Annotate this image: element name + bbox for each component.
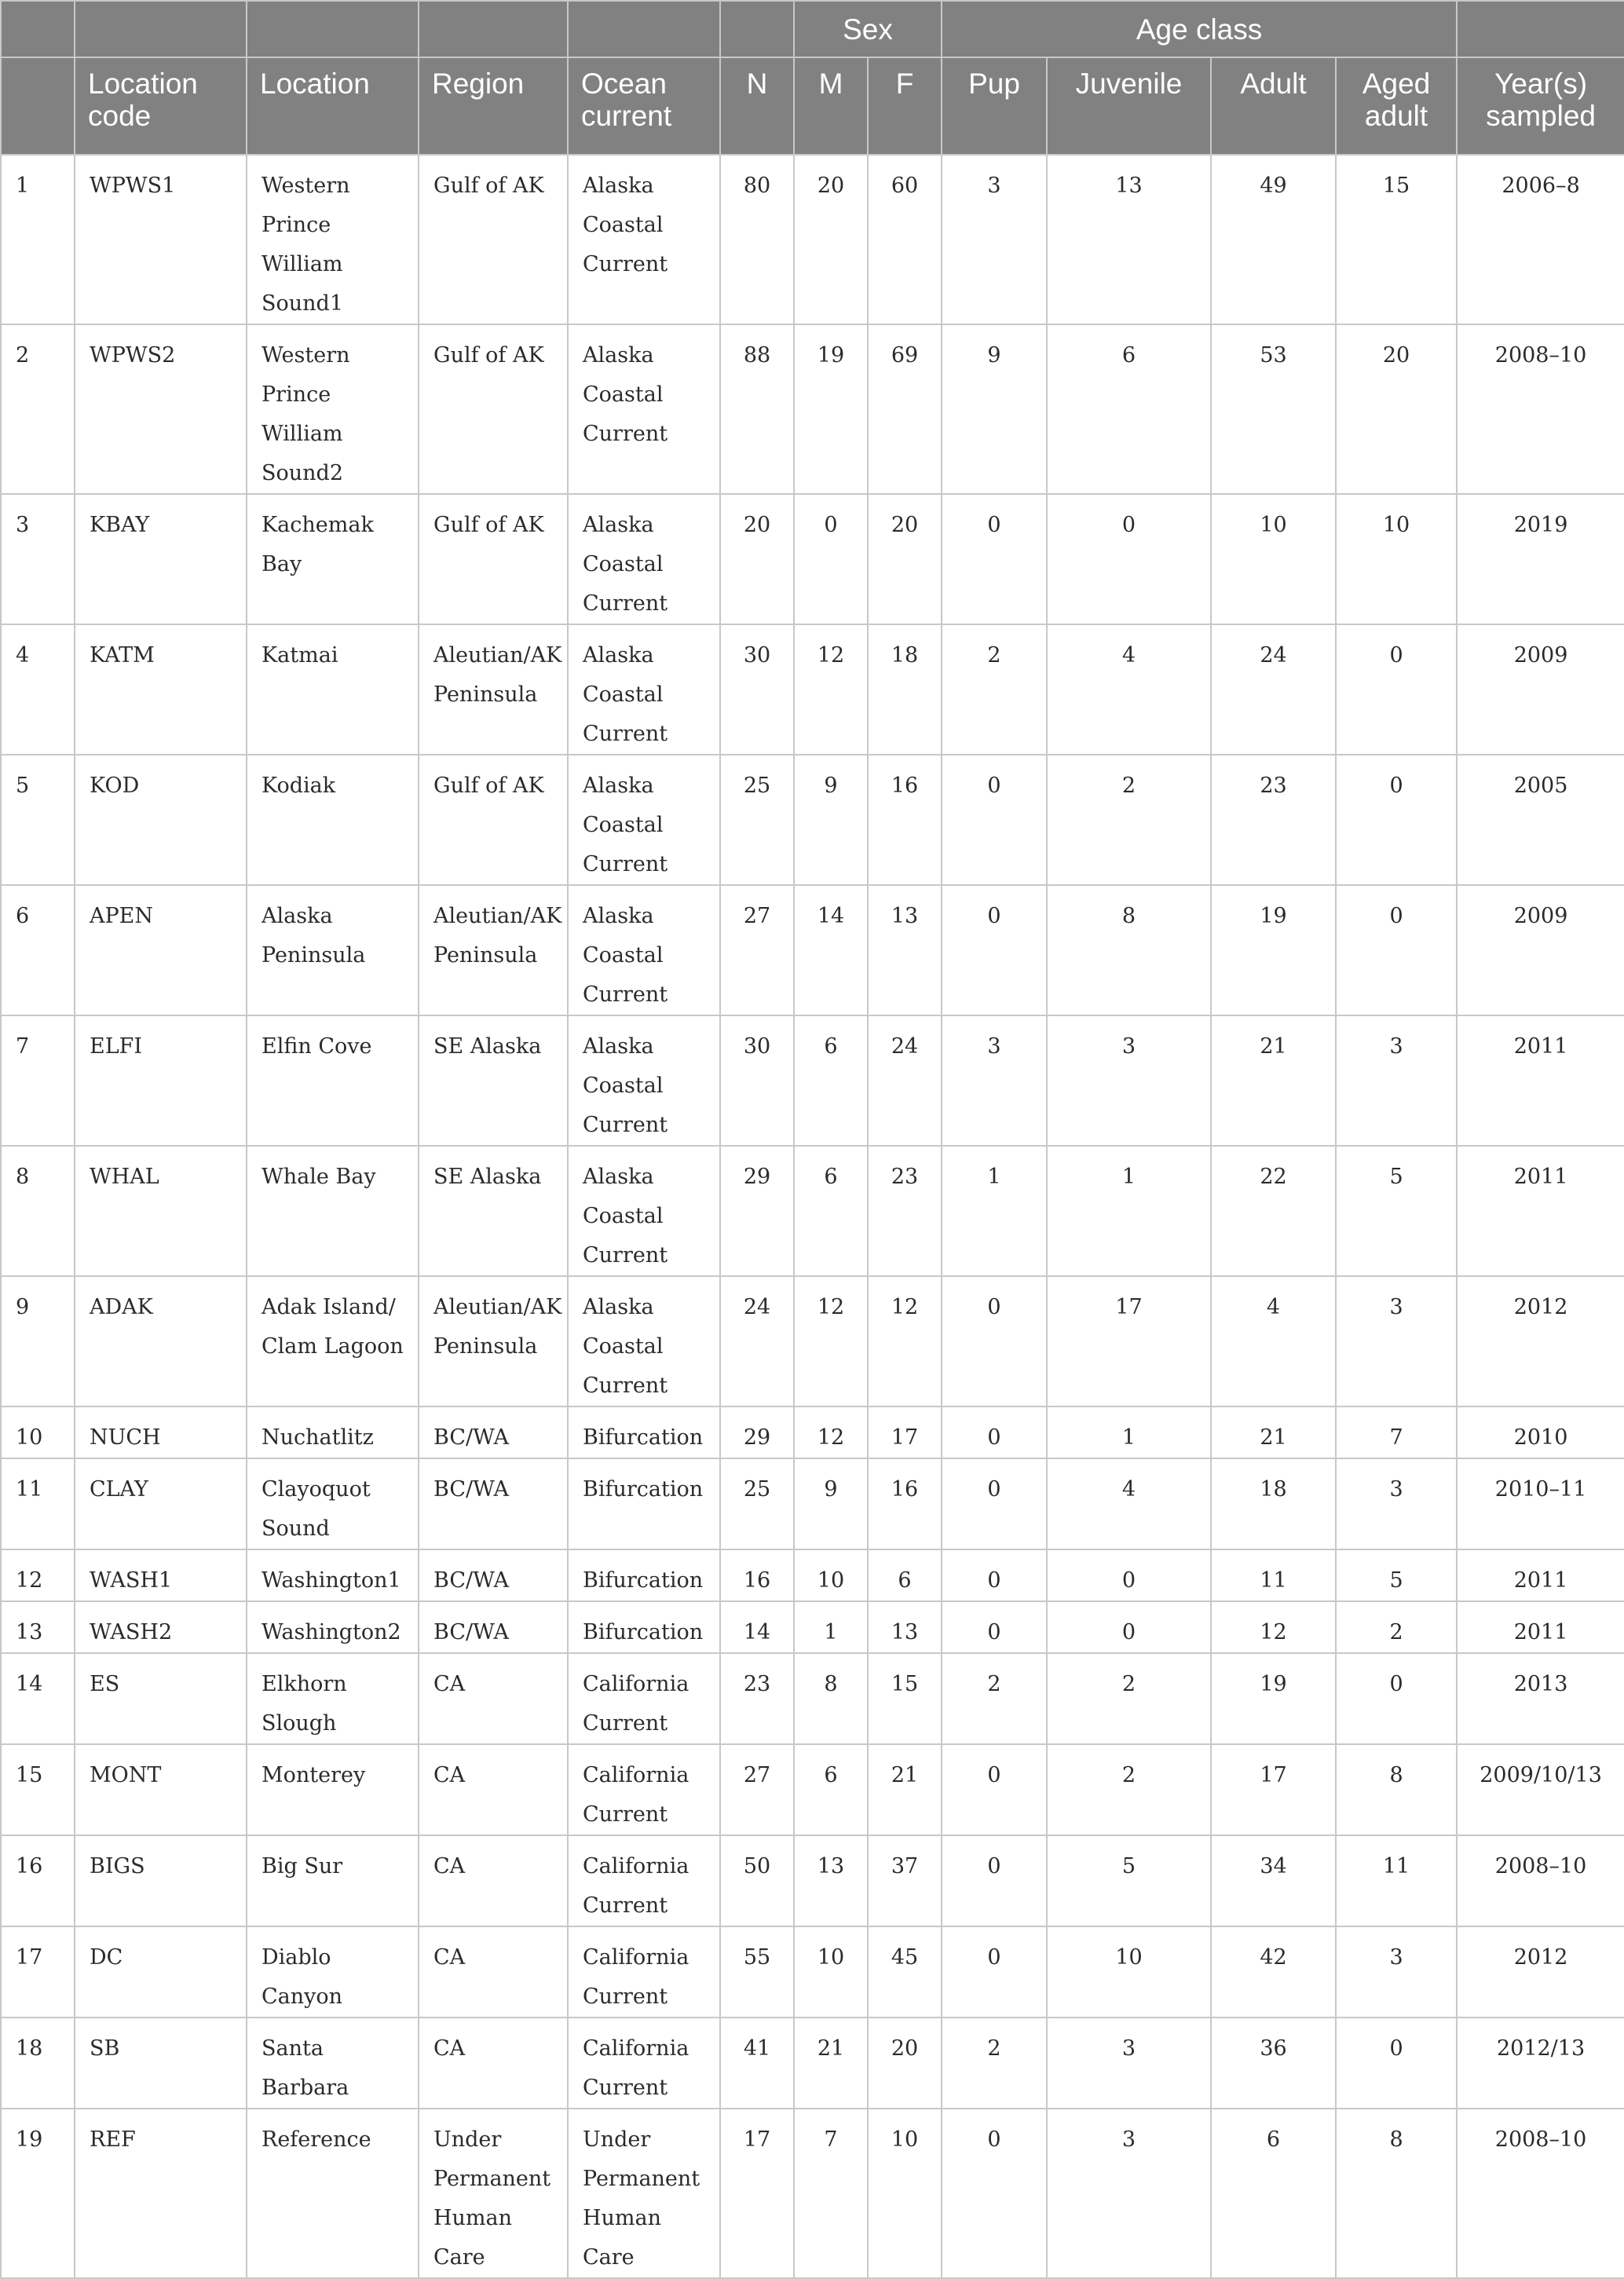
cell-index: 11 [1,1458,75,1549]
table-row [1,1835,1624,1926]
cell-location-code: KBAY [75,494,247,624]
cell-region: Gulf of AK [419,155,568,324]
cell-location: Diablo Canyon [247,1926,419,2017]
cell-region: Aleutian/AK Peninsula [419,885,568,1015]
cell-m: 10 [794,1549,868,1601]
table-row [1,1744,1624,1835]
cell-n: 23 [720,1653,794,1744]
cell-ocean-current: Alaska Coastal Current [568,1146,720,1276]
cell-aged-adult: 3 [1336,1276,1457,1407]
cell-adult: 19 [1211,885,1336,1015]
table-row [1,1407,1624,1458]
cell-region: CA [419,1653,568,1744]
cell-index: 3 [1,494,75,624]
cell-index: 17 [1,1926,75,2017]
cell-years-sampled: 2011 [1457,1015,1624,1146]
cell-pup: 0 [942,494,1047,624]
cell-m: 9 [794,755,868,885]
cell-ocean-current: California Current [568,1744,720,1835]
header-blank [1,1,75,57]
table-row [1,1276,1624,1407]
cell-location-code: NUCH [75,1407,247,1458]
cell-ocean-current: Alaska Coastal Current [568,624,720,755]
cell-pup: 2 [942,1653,1047,1744]
cell-aged-adult: 5 [1336,1146,1457,1276]
cell-region: CA [419,1926,568,2017]
cell-location-code: ES [75,1653,247,1744]
table-row [1,155,1624,324]
cell-ocean-current: Alaska Coastal Current [568,755,720,885]
header-ocean-current: Ocean current [568,57,720,155]
table-row [1,2017,1624,2109]
cell-juvenile: 4 [1047,1458,1211,1549]
cell-years-sampled: 2012/13 [1457,2017,1624,2109]
cell-index: 19 [1,2109,75,2278]
cell-location-code: KOD [75,755,247,885]
cell-index: 10 [1,1407,75,1458]
cell-region: BC/WA [419,1458,568,1549]
cell-f: 17 [868,1407,942,1458]
cell-m: 6 [794,1146,868,1276]
table-row [1,755,1624,885]
cell-n: 16 [720,1549,794,1601]
cell-juvenile: 13 [1047,155,1211,324]
cell-location-code: REF [75,2109,247,2278]
cell-pup: 0 [942,1549,1047,1601]
cell-location-code: ELFI [75,1015,247,1146]
cell-pup: 0 [942,755,1047,885]
table-row [1,1146,1624,1276]
cell-juvenile: 2 [1047,1744,1211,1835]
cell-pup: 0 [942,885,1047,1015]
cell-m: 6 [794,1015,868,1146]
cell-ocean-current: California Current [568,1835,720,1926]
cell-juvenile: 8 [1047,885,1211,1015]
cell-pup: 0 [942,1601,1047,1653]
cell-aged-adult: 7 [1336,1407,1457,1458]
cell-location-code: MONT [75,1744,247,1835]
cell-f: 13 [868,1601,942,1653]
cell-location: Nuchatlitz [247,1407,419,1458]
header-blank [75,1,247,57]
cell-location: Kachemak Bay [247,494,419,624]
cell-ocean-current: Alaska Coastal Current [568,1276,720,1407]
cell-juvenile: 2 [1047,755,1211,885]
cell-juvenile: 10 [1047,1926,1211,2017]
cell-region: Aleutian/AK Peninsula [419,624,568,755]
cell-years-sampled: 2011 [1457,1549,1624,1601]
cell-n: 20 [720,494,794,624]
cell-n: 14 [720,1601,794,1653]
cell-f: 10 [868,2109,942,2278]
cell-juvenile: 1 [1047,1407,1211,1458]
header-blank [247,1,419,57]
cell-adult: 49 [1211,155,1336,324]
cell-adult: 22 [1211,1146,1336,1276]
cell-f: 6 [868,1549,942,1601]
cell-adult: 34 [1211,1835,1336,1926]
cell-aged-adult: 15 [1336,155,1457,324]
cell-location: Elfin Cove [247,1015,419,1146]
cell-f: 20 [868,494,942,624]
cell-adult: 19 [1211,1653,1336,1744]
cell-adult: 23 [1211,755,1336,885]
cell-index: 8 [1,1146,75,1276]
cell-aged-adult: 3 [1336,1015,1457,1146]
cell-years-sampled: 2010–11 [1457,1458,1624,1549]
cell-region: Gulf of AK [419,324,568,494]
cell-years-sampled: 2009 [1457,885,1624,1015]
cell-index: 14 [1,1653,75,1744]
cell-m: 12 [794,1276,868,1407]
cell-m: 7 [794,2109,868,2278]
cell-juvenile: 3 [1047,2109,1211,2278]
cell-n: 17 [720,2109,794,2278]
cell-years-sampled: 2011 [1457,1146,1624,1276]
cell-f: 24 [868,1015,942,1146]
cell-aged-adult: 2 [1336,1601,1457,1653]
table-row [1,1653,1624,1744]
cell-aged-adult: 0 [1336,1653,1457,1744]
cell-juvenile: 4 [1047,624,1211,755]
cell-pup: 0 [942,1276,1047,1407]
cell-location: Alaska Peninsula [247,885,419,1015]
header-n: N [720,57,794,155]
cell-n: 27 [720,885,794,1015]
cell-region: Gulf of AK [419,494,568,624]
header-region: Region [419,57,568,155]
cell-juvenile: 0 [1047,1601,1211,1653]
cell-years-sampled: 2009/10/13 [1457,1744,1624,1835]
cell-ocean-current: Bifurcation [568,1407,720,1458]
table-row [1,885,1624,1015]
cell-aged-adult: 0 [1336,755,1457,885]
cell-location: Kodiak [247,755,419,885]
cell-region: CA [419,1835,568,1926]
cell-n: 55 [720,1926,794,2017]
cell-m: 0 [794,494,868,624]
cell-years-sampled: 2010 [1457,1407,1624,1458]
cell-juvenile: 1 [1047,1146,1211,1276]
cell-years-sampled: 2013 [1457,1653,1624,1744]
cell-m: 20 [794,155,868,324]
cell-pup: 0 [942,1835,1047,1926]
cell-f: 45 [868,1926,942,2017]
cell-adult: 11 [1211,1549,1336,1601]
cell-pup: 9 [942,324,1047,494]
cell-f: 15 [868,1653,942,1744]
cell-location: Washington1 [247,1549,419,1601]
cell-m: 13 [794,1835,868,1926]
cell-ocean-current: Alaska Coastal Current [568,494,720,624]
table-header [1,1,1624,155]
cell-n: 41 [720,2017,794,2109]
cell-location: Adak Island/ Clam Lagoon [247,1276,419,1407]
cell-f: 37 [868,1835,942,1926]
cell-n: 80 [720,155,794,324]
header-pup: Pup [942,57,1047,155]
table-row [1,494,1624,624]
cell-years-sampled: 2009 [1457,624,1624,755]
cell-ocean-current: Bifurcation [568,1549,720,1601]
cell-location: Reference [247,2109,419,2278]
cell-pup: 0 [942,2109,1047,2278]
cell-juvenile: 6 [1047,324,1211,494]
cell-years-sampled: 2008–10 [1457,1835,1624,1926]
cell-region: SE Alaska [419,1015,568,1146]
header-f: F [868,57,942,155]
cell-m: 19 [794,324,868,494]
cell-location: Santa Barbara [247,2017,419,2109]
cell-f: 23 [868,1146,942,1276]
cell-juvenile: 0 [1047,494,1211,624]
cell-region: CA [419,1744,568,1835]
cell-f: 13 [868,885,942,1015]
cell-location: Elkhorn Slough [247,1653,419,1744]
cell-f: 12 [868,1276,942,1407]
cell-location-code: WASH2 [75,1601,247,1653]
cell-index: 9 [1,1276,75,1407]
cell-m: 6 [794,1744,868,1835]
cell-region: BC/WA [419,1407,568,1458]
header-group-age-class: Age class [942,1,1457,57]
cell-f: 16 [868,755,942,885]
cell-location: Western Prince William Sound1 [247,155,419,324]
header-location-code: Location code [75,57,247,155]
cell-f: 20 [868,2017,942,2109]
cell-ocean-current: Alaska Coastal Current [568,1015,720,1146]
table-row [1,2109,1624,2278]
cell-ocean-current: California Current [568,1653,720,1744]
header-location: Location [247,57,419,155]
cell-adult: 6 [1211,2109,1336,2278]
header-aged-adult: Aged adult [1336,57,1457,155]
cell-f: 60 [868,155,942,324]
cell-location: Whale Bay [247,1146,419,1276]
header-blank [1457,1,1624,57]
cell-location: Washington2 [247,1601,419,1653]
cell-pup: 0 [942,1407,1047,1458]
cell-location-code: WASH1 [75,1549,247,1601]
cell-m: 12 [794,624,868,755]
cell-adult: 42 [1211,1926,1336,2017]
cell-location-code: KATM [75,624,247,755]
cell-ocean-current: Alaska Coastal Current [568,155,720,324]
cell-region: CA [419,2017,568,2109]
cell-years-sampled: 2008–10 [1457,324,1624,494]
cell-location-code: DC [75,1926,247,2017]
cell-adult: 21 [1211,1407,1336,1458]
cell-adult: 10 [1211,494,1336,624]
cell-ocean-current: Bifurcation [568,1601,720,1653]
cell-aged-adult: 8 [1336,2109,1457,2278]
cell-index: 13 [1,1601,75,1653]
cell-location-code: ADAK [75,1276,247,1407]
header-blank [720,1,794,57]
cell-ocean-current: California Current [568,1926,720,2017]
cell-aged-adult: 0 [1336,2017,1457,2109]
cell-index: 18 [1,2017,75,2109]
table-row [1,1926,1624,2017]
header-years-sampled: Year(s) sampled [1457,57,1624,155]
cell-m: 9 [794,1458,868,1549]
cell-n: 29 [720,1407,794,1458]
table-row [1,1601,1624,1653]
cell-aged-adult: 11 [1336,1835,1457,1926]
table-row [1,624,1624,755]
cell-pup: 1 [942,1146,1047,1276]
cell-pup: 2 [942,624,1047,755]
cell-years-sampled: 2011 [1457,1601,1624,1653]
cell-pup: 0 [942,1744,1047,1835]
cell-location-code: CLAY [75,1458,247,1549]
cell-location-code: WPWS1 [75,155,247,324]
header-m: M [794,57,868,155]
cell-index: 2 [1,324,75,494]
cell-adult: 17 [1211,1744,1336,1835]
cell-index: 1 [1,155,75,324]
cell-years-sampled: 2006–8 [1457,155,1624,324]
cell-index: 4 [1,624,75,755]
cell-pup: 3 [942,1015,1047,1146]
cell-n: 29 [720,1146,794,1276]
cell-aged-adult: 0 [1336,885,1457,1015]
cell-years-sampled: 2019 [1457,494,1624,624]
cell-m: 12 [794,1407,868,1458]
cell-m: 21 [794,2017,868,2109]
header-index [1,57,75,155]
cell-location-code: SB [75,2017,247,2109]
cell-n: 30 [720,624,794,755]
cell-juvenile: 0 [1047,1549,1211,1601]
cell-index: 15 [1,1744,75,1835]
cell-n: 25 [720,755,794,885]
cell-f: 18 [868,624,942,755]
cell-location: Big Sur [247,1835,419,1926]
cell-aged-adult: 8 [1336,1744,1457,1835]
cell-ocean-current: Alaska Coastal Current [568,324,720,494]
cell-adult: 53 [1211,324,1336,494]
cell-years-sampled: 2008–10 [1457,2109,1624,2278]
cell-m: 1 [794,1601,868,1653]
cell-ocean-current: California Current [568,2017,720,2109]
table-row [1,1458,1624,1549]
cell-years-sampled: 2012 [1457,1276,1624,1407]
cell-f: 21 [868,1744,942,1835]
cell-location-code: APEN [75,885,247,1015]
cell-juvenile: 5 [1047,1835,1211,1926]
cell-pup: 3 [942,155,1047,324]
cell-adult: 4 [1211,1276,1336,1407]
cell-m: 10 [794,1926,868,2017]
header-group-row [1,1,1624,57]
cell-adult: 12 [1211,1601,1336,1653]
cell-n: 24 [720,1276,794,1407]
cell-region: BC/WA [419,1601,568,1653]
table-row [1,1015,1624,1146]
cell-m: 8 [794,1653,868,1744]
cell-ocean-current: Alaska Coastal Current [568,885,720,1015]
cell-region: Under Permanent Human Care [419,2109,568,2278]
cell-index: 5 [1,755,75,885]
header-group-sex: Sex [794,1,942,57]
cell-ocean-current: Bifurcation [568,1458,720,1549]
cell-pup: 0 [942,1458,1047,1549]
cell-aged-adult: 3 [1336,1926,1457,2017]
cell-aged-adult: 5 [1336,1549,1457,1601]
cell-juvenile: 17 [1047,1276,1211,1407]
cell-index: 7 [1,1015,75,1146]
header-column-row [1,57,1624,155]
cell-region: Aleutian/AK Peninsula [419,1276,568,1407]
cell-adult: 24 [1211,624,1336,755]
cell-adult: 36 [1211,2017,1336,2109]
cell-f: 16 [868,1458,942,1549]
cell-n: 25 [720,1458,794,1549]
cell-region: Gulf of AK [419,755,568,885]
header-adult: Adult [1211,57,1336,155]
cell-n: 30 [720,1015,794,1146]
cell-region: SE Alaska [419,1146,568,1276]
cell-location: Western Prince William Sound2 [247,324,419,494]
cell-juvenile: 2 [1047,1653,1211,1744]
cell-index: 6 [1,885,75,1015]
cell-ocean-current: Under Permanent Human Care [568,2109,720,2278]
cell-location: Clayoquot Sound [247,1458,419,1549]
cell-n: 27 [720,1744,794,1835]
cell-m: 14 [794,885,868,1015]
cell-aged-adult: 10 [1336,494,1457,624]
cell-adult: 18 [1211,1458,1336,1549]
cell-n: 88 [720,324,794,494]
table-body [1,155,1624,2278]
cell-index: 12 [1,1549,75,1601]
cell-years-sampled: 2005 [1457,755,1624,885]
cell-pup: 0 [942,1926,1047,2017]
header-blank [568,1,720,57]
cell-location: Monterey [247,1744,419,1835]
cell-aged-adult: 0 [1336,624,1457,755]
cell-years-sampled: 2012 [1457,1926,1624,2017]
cell-index: 16 [1,1835,75,1926]
header-juvenile: Juvenile [1047,57,1211,155]
cell-aged-adult: 3 [1336,1458,1457,1549]
cell-region: BC/WA [419,1549,568,1601]
cell-f: 69 [868,324,942,494]
cell-aged-adult: 20 [1336,324,1457,494]
cell-location-code: WHAL [75,1146,247,1276]
cell-location: Katmai [247,624,419,755]
cell-n: 50 [720,1835,794,1926]
cell-location-code: WPWS2 [75,324,247,494]
cell-juvenile: 3 [1047,2017,1211,2109]
table-row [1,324,1624,494]
header-blank [419,1,568,57]
cell-location-code: BIGS [75,1835,247,1926]
cell-juvenile: 3 [1047,1015,1211,1146]
cell-pup: 2 [942,2017,1047,2109]
cell-adult: 21 [1211,1015,1336,1146]
table-row [1,1549,1624,1601]
